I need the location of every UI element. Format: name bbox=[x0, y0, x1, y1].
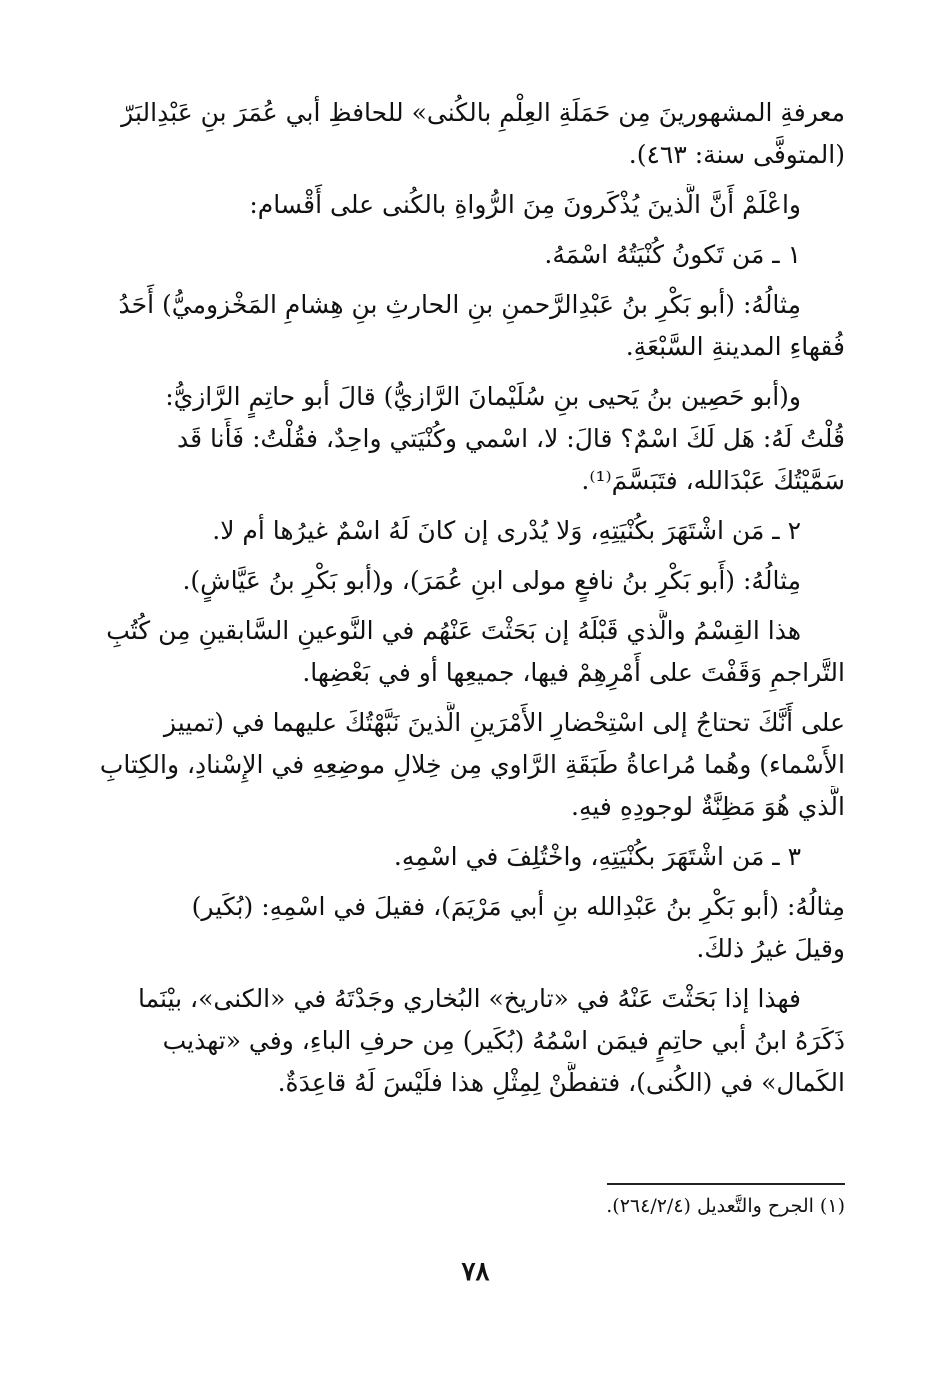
text-line: فهذا إذا بَحَثْتَ عَنْهُ في «تاريخ» البُخاري وجَدْتَهُ في «الكنى»، بيْنَما bbox=[137, 984, 801, 1013]
text-line: ذَكَرَهُ ابنُ أبي حاتِمٍ فيمَن اسْمُهُ (بُكَير) مِن حرفِ الباءِ، وفي «تهذيب bbox=[162, 1026, 845, 1055]
text-line: مِثالُهُ: (أبو بَكْرِ بنُ عَبْدِالله بنِ أبي مَرْيَمَ)، فقيلَ في اسْمِهِ: (بُكَير) bbox=[191, 892, 845, 921]
text-line: (المتوفَّى سنة: ٤٦٣). bbox=[628, 140, 845, 169]
paragraph-example-4 bbox=[100, 886, 845, 970]
paragraph-3 bbox=[100, 610, 845, 694]
paragraph-1 bbox=[100, 92, 845, 176]
text-line: هذا القِسْمُ والَّذي قَبْلَهُ إن بَحَثْتَ عَنْهُم في النَّوعينِ السَّابقينِ مِن كُتُبِ bbox=[106, 616, 801, 645]
section-3-heading bbox=[100, 836, 845, 878]
paragraph-5 bbox=[100, 978, 845, 1104]
page-number: ٧٨ bbox=[461, 1257, 490, 1287]
text-line: على أَنَّكَ تحتاجُ إلى اسْتِحْضارِ الأَمْرَينِ الَّذينَ نَبَّهْتُكَ عليهما في (تمييز bbox=[163, 708, 845, 737]
section-1-heading bbox=[100, 234, 845, 276]
text-line: الكَمال» في (الكُنى)، فتفطَّنْ لِمِثْلِ هذا فلَيْسَ لَهُ قاعِدَةٌ. bbox=[277, 1068, 845, 1097]
footnote: (١) الجرح والتَّعديل (٢٦٤/٢/٤). bbox=[606, 1195, 845, 1217]
text-line: مِثالُهُ: (أَبو بَكْرِ بنُ نافعٍ مولى ابنِ عُمَرَ)، و(أبو بَكْرِ بنُ عَيَّاشٍ). bbox=[182, 566, 801, 595]
text-line: فُقهاءِ المدينةِ السَّبْعَةِ. bbox=[625, 332, 845, 361]
text-line: الأَسْماء) وهُما مُراعاةُ طَبَقَةِ الرَّاوي مِن خِلالِ موضِعِهِ في الإِسْنادِ، والكِتابِ bbox=[100, 750, 845, 779]
paragraph-example-3 bbox=[100, 560, 845, 602]
text-line: واعْلَمْ أَنَّ الَّذينَ يُذْكَرونَ مِنَ الرُّواةِ بالكُنى على أَقْسام: bbox=[249, 190, 801, 219]
paragraph-2 bbox=[100, 184, 845, 226]
text-line: ١ ـ مَن تَكونُ كُنْيَتُهُ اسْمَهُ. bbox=[544, 240, 801, 269]
footnote-divider bbox=[607, 1183, 845, 1185]
text-line: و(أبو حَصِين بنُ يَحيى بنِ سُلَيْمانَ الرَّازيُّ) قالَ أبو حاتِمٍ الرَّازيُّ: bbox=[165, 382, 801, 411]
text-line: معرفةِ المشهورينَ مِن حَمَلَةِ العِلْمِ بالكُنى» للحافظِ أبي عُمَرَ بنِ عَبْدِالبَرّ bbox=[121, 98, 845, 127]
paragraph-4 bbox=[100, 702, 845, 828]
text-line: ٣ ـ مَن اشْتَهَرَ بكُنْيَتِهِ، واخْتُلِفَ في اسْمِهِ. bbox=[393, 842, 801, 871]
paragraph-example-1 bbox=[100, 284, 845, 368]
section-2-heading bbox=[100, 510, 845, 552]
text-line: وقيلَ غيرُ ذلكَ. bbox=[696, 934, 845, 963]
text-line: التَّراجمِ وَقَفْتَ على أَمْرِهِمْ فيها، جميعِها أو في بَعْضِها. bbox=[302, 658, 845, 687]
text-line: الَّذي هُوَ مَظِنَّةٌ لوجودِهِ فيهِ. bbox=[571, 792, 845, 821]
text-line: قُلْتُ لَهُ: هَل لَكَ اسْمٌ؟ قالَ: لا، اسْمي وكُنْيَتي واحِدٌ، فقُلْتُ: فَأَنا قَد bbox=[176, 424, 845, 453]
page-body bbox=[100, 92, 845, 1112]
text-line: ٢ ـ مَن اشْتَهَرَ بكُنْيَتِهِ، وَلا يُدْرى إن كانَ لَهُ اسْمٌ غيرُها أم لا. bbox=[212, 516, 801, 545]
text-line: مِثالُهُ: (أبو بَكْرِ بنُ عَبْدِالرَّحمنِ بنِ الحارثِ بنِ هِشامِ المَخْزوميُّ) أَحَدُ bbox=[118, 290, 801, 319]
text-line: سَمَّيْتُكَ عَبْدَالله، فتَبَسَّمَ⁽¹⁾. bbox=[581, 466, 845, 495]
paragraph-example-2 bbox=[100, 376, 845, 502]
